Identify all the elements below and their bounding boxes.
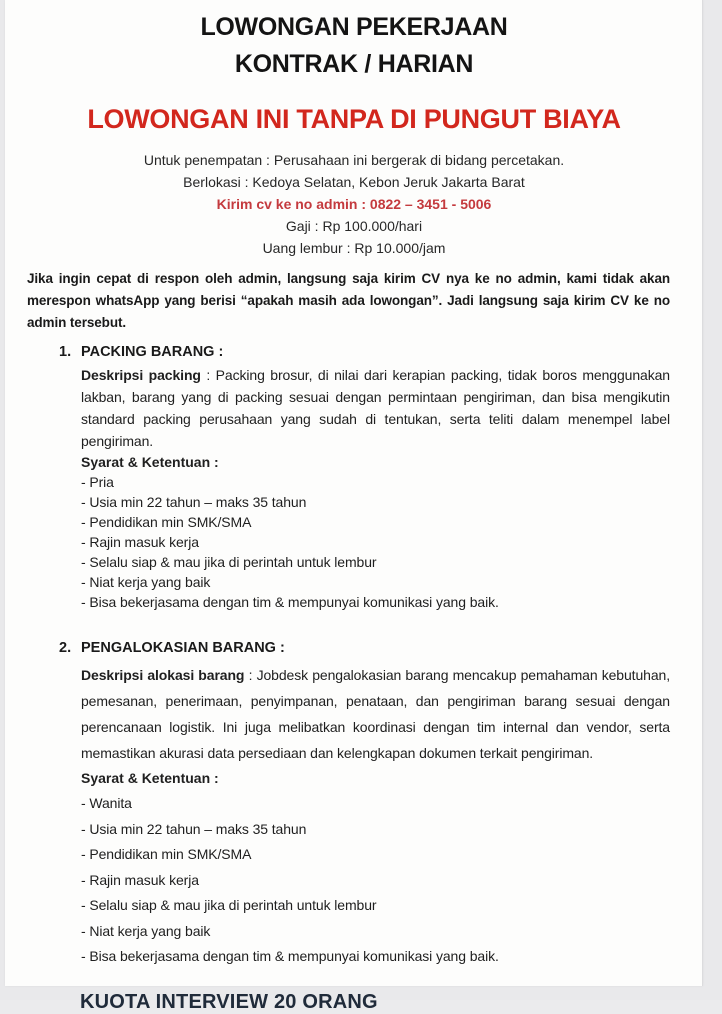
job-1-requirements-list: [81, 472, 670, 612]
job-1-description: [81, 364, 670, 452]
job-1-description-text: : Packing brosur, di nilai dari kerapian packing, tidak boros menggunakan lakban, barang yang di packing sesuai dengan permintaan pengiriman, dan bisa mengikutin standard packing perusahaan yang sudah di tentukan, serta teliti dalam menempel label pengiriman.: [81, 367, 670, 449]
job-2-requirements-label: Syarat & Ketentuan :: [81, 770, 219, 786]
job-2-title: PENGALOKASIAN BARANG :: [81, 640, 285, 656]
job-1-number: 1.: [59, 344, 72, 360]
page-title-line1: LOWONGAN PEKERJAAN: [200, 13, 508, 41]
requirement-item: - Pendidikan min SMK/SMA: [81, 846, 252, 862]
job-1-requirements-label: Syarat & Ketentuan :: [81, 454, 219, 470]
requirement-item: - Bisa bekerjasama dengan tim & mempunyai komunikasi yang baik.: [81, 948, 499, 964]
job-2-description-label: Deskripsi alokasi barang: [81, 667, 245, 683]
requirement-item: - Usia min 22 tahun – maks 35 tahun: [81, 820, 307, 837]
job-section-pengalokasian: [59, 636, 670, 970]
job-2-number: 2.: [59, 640, 72, 656]
job-details-block: [22, 149, 686, 259]
job-1-body: [81, 364, 670, 612]
job-1-heading: [59, 342, 670, 362]
job-2-body: [81, 662, 670, 970]
job-2-description: [81, 662, 670, 766]
requirement-item: - Pria: [81, 474, 114, 490]
document-page: [5, 0, 703, 1013]
page-title-line2: KONTRAK / HARIAN: [234, 50, 474, 78]
job-2-requirements-list: [81, 791, 670, 970]
no-fee-notice: LOWONGAN INI TANPA DI PUNGUT BIAYA: [87, 104, 621, 134]
requirement-item: - Rajin masuk kerja: [81, 871, 199, 888]
interview-quota-heading: KUOTA INTERVIEW 20 ORANG: [80, 990, 378, 1013]
requirement-item: - Rajin masuk kerja: [81, 534, 199, 550]
response-warning-paragraph: Jika ingin cepat di respon oleh admin, langsung saja kirim CV nya ke no admin, kami tidak akan merespon whatsApp yang berisi “apakah masih ada lowongan”. Jadi langsung saja kirim CV ke no admin tersebut.: [27, 271, 670, 330]
placement-line: Untuk penempatan : Perusahaan ini bergerak di bidang percetakan.: [143, 152, 565, 168]
job-1-description-label: Deskripsi packing: [81, 367, 201, 383]
location-line: Berlokasi : Kedoya Selatan, Kebon Jeruk Jakarta Barat: [183, 174, 525, 190]
requirement-item: - Niat kerja yang baik: [81, 922, 211, 939]
requirement-item: - Usia min 22 tahun – maks 35 tahun: [81, 494, 307, 510]
requirement-item: - Pendidikan min SMK/SMA: [81, 514, 252, 530]
job-2-heading: [59, 636, 670, 660]
admin-contact-line: Kirim cv ke no admin : 0822 – 3451 - 5006: [216, 196, 492, 212]
requirement-item: - Wanita: [81, 795, 132, 811]
requirement-item: - Selalu siap & mau jika di perintah untuk lembur: [81, 897, 377, 913]
job-2-description-text: : Jobdesk pengalokasian barang mencakup pemahaman kebutuhan, pemesanan, penerimaan, penyimpanan, penataan, dan pengiriman barang sesuai dengan perencanaan logistik. Ini juga melibatkan koordinasi dengan tim internal dan vendor, serta memastikan akurasi data persediaan dan kelengkapan dokumen terkait pengiriman.: [81, 667, 670, 761]
job-section-packing: [59, 342, 670, 612]
requirement-item: - Niat kerja yang baik: [81, 574, 211, 590]
job-1-title: PACKING BARANG :: [81, 344, 224, 360]
requirement-item: - Bisa bekerjasama dengan tim & mempunyai komunikasi yang baik.: [81, 594, 499, 610]
overtime-line: Uang lembur : Rp 10.000/jam: [262, 240, 446, 256]
requirement-item: - Selalu siap & mau jika di perintah untuk lembur: [81, 554, 377, 570]
salary-line: Gaji : Rp 100.000/hari: [285, 218, 423, 234]
